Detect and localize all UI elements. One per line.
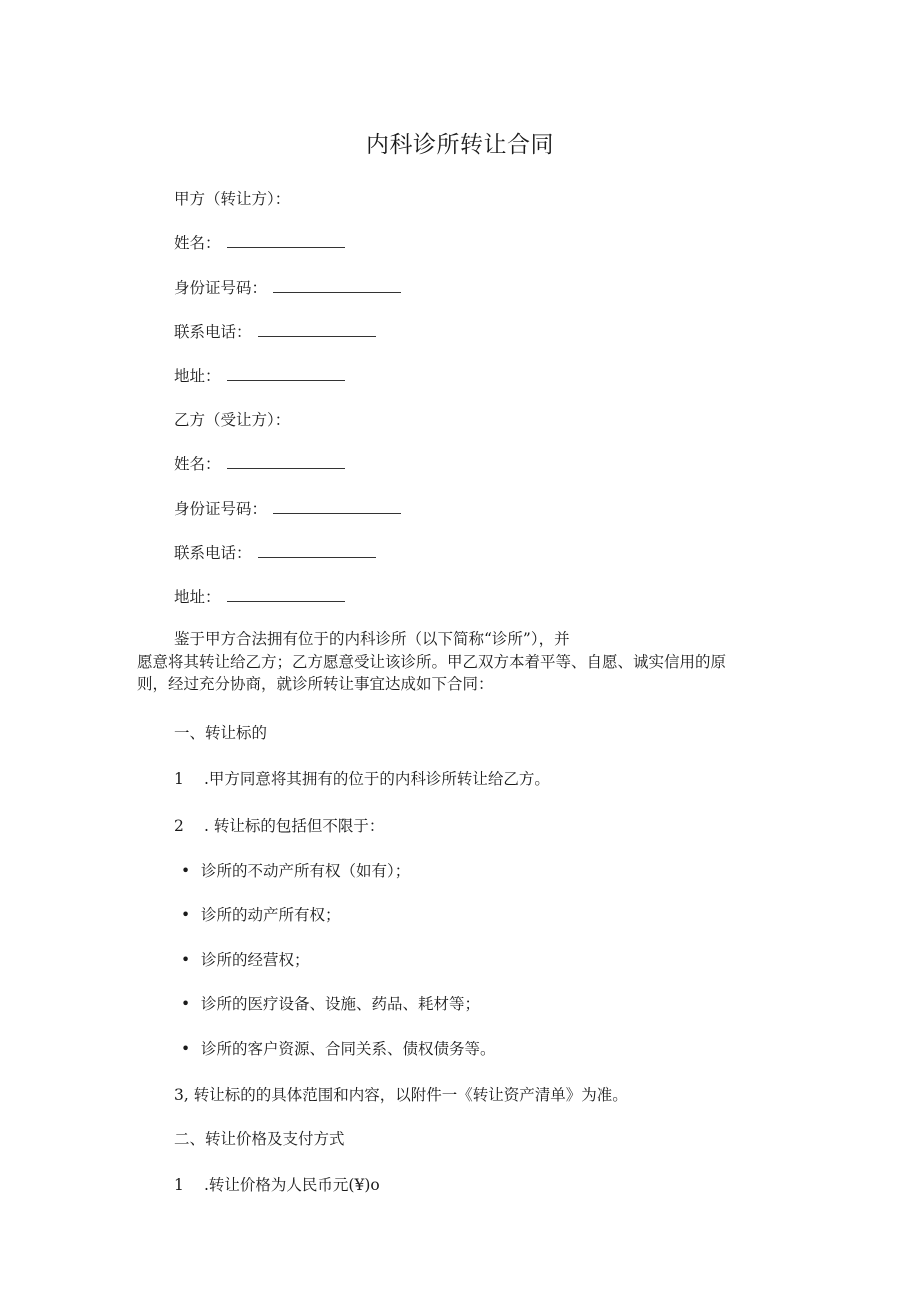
party-a-address-label: 地址： <box>174 367 221 385</box>
section-1-item-1-number: 1 <box>174 770 184 788</box>
list-item <box>181 860 410 882</box>
section-2-heading: 二、转让价格及支付方式 <box>174 1130 345 1148</box>
bullet-text: 诊所的经营权； <box>201 951 310 969</box>
list-item <box>181 993 480 1015</box>
party-b-address-row <box>174 586 345 608</box>
section-1-item-1 <box>174 768 550 790</box>
list-item <box>181 904 341 926</box>
preamble-line-3: 则，经过充分协商，就诊所转让事宜达成如下合同： <box>137 675 494 693</box>
bullet-icon: • <box>181 1040 191 1058</box>
party-a-address-row <box>174 365 345 387</box>
list-item <box>181 949 310 971</box>
preamble-paragraph <box>137 628 797 696</box>
party-b-phone-label: 联系电话： <box>174 544 252 562</box>
bullet-icon: • <box>181 906 191 924</box>
party-b-address-blank[interactable] <box>227 587 345 602</box>
preamble-line-2: 愿意将其转让给乙方；乙方愿意受让该诊所。甲乙双方本着平等、自愿、诚实信用的原 <box>137 652 727 671</box>
section-2-item-1-number: 1 <box>174 1176 184 1194</box>
party-b-name-row <box>174 453 345 475</box>
party-a-phone-row <box>174 321 376 343</box>
party-b-name-label: 姓名： <box>174 455 221 473</box>
party-a-id-row <box>174 277 401 299</box>
party-a-phone-blank[interactable] <box>258 322 376 337</box>
party-a-heading: 甲方（转让方）： <box>174 190 291 208</box>
section-1-item-2 <box>174 815 384 837</box>
party-b-address-label: 地址： <box>174 588 221 606</box>
bullet-text: 诊所的不动产所有权（如有）； <box>201 862 411 880</box>
preamble-line-1: 鉴于甲方合法拥有位于的内科诊所（以下简称“诊所”），并 <box>174 630 570 648</box>
party-b-name-blank[interactable] <box>227 454 345 469</box>
party-b-heading: 乙方（受让方）： <box>174 411 291 429</box>
section-1-item-2-text: . 转让标的包括但不限于： <box>204 817 385 835</box>
party-a-id-label: 身份证号码： <box>174 279 268 297</box>
party-a-id-blank[interactable] <box>273 278 401 293</box>
section-1-item-2-number: 2 <box>174 817 184 835</box>
bullet-icon: • <box>181 951 191 969</box>
party-a-phone-label: 联系电话： <box>174 323 252 341</box>
party-a-name-row <box>174 232 345 254</box>
section-2-item-1-text: .转让价格为人民币元(¥)o <box>204 1176 380 1194</box>
party-a-name-blank[interactable] <box>227 233 345 248</box>
party-a-address-blank[interactable] <box>227 366 345 381</box>
bullet-text: 诊所的客户资源、合同关系、债权债务等。 <box>201 1040 496 1058</box>
party-b-id-label: 身份证号码： <box>174 500 268 518</box>
party-a-name-label: 姓名： <box>174 234 221 252</box>
party-b-id-row <box>174 498 401 520</box>
section-2-item-1 <box>174 1174 380 1196</box>
list-item <box>181 1038 496 1060</box>
bullet-text: 诊所的医疗设备、设施、药品、耗材等； <box>201 995 481 1013</box>
party-b-phone-row <box>174 542 376 564</box>
bullet-text: 诊所的动产所有权； <box>201 906 341 924</box>
page-title: 内科诊所转让合同 <box>366 132 554 158</box>
section-1-item-3: 3, 转让标的的具体范围和内容，以附件一《转让资产清单》为准。 <box>174 1086 628 1104</box>
bullet-icon: • <box>181 995 191 1013</box>
party-b-phone-blank[interactable] <box>258 543 376 558</box>
section-1-heading: 一、转让标的 <box>174 724 268 742</box>
party-b-id-blank[interactable] <box>273 499 401 514</box>
section-1-item-1-text: .甲方同意将其拥有的位于的内科诊所转让给乙方。 <box>204 770 550 788</box>
bullet-icon: • <box>181 862 191 880</box>
